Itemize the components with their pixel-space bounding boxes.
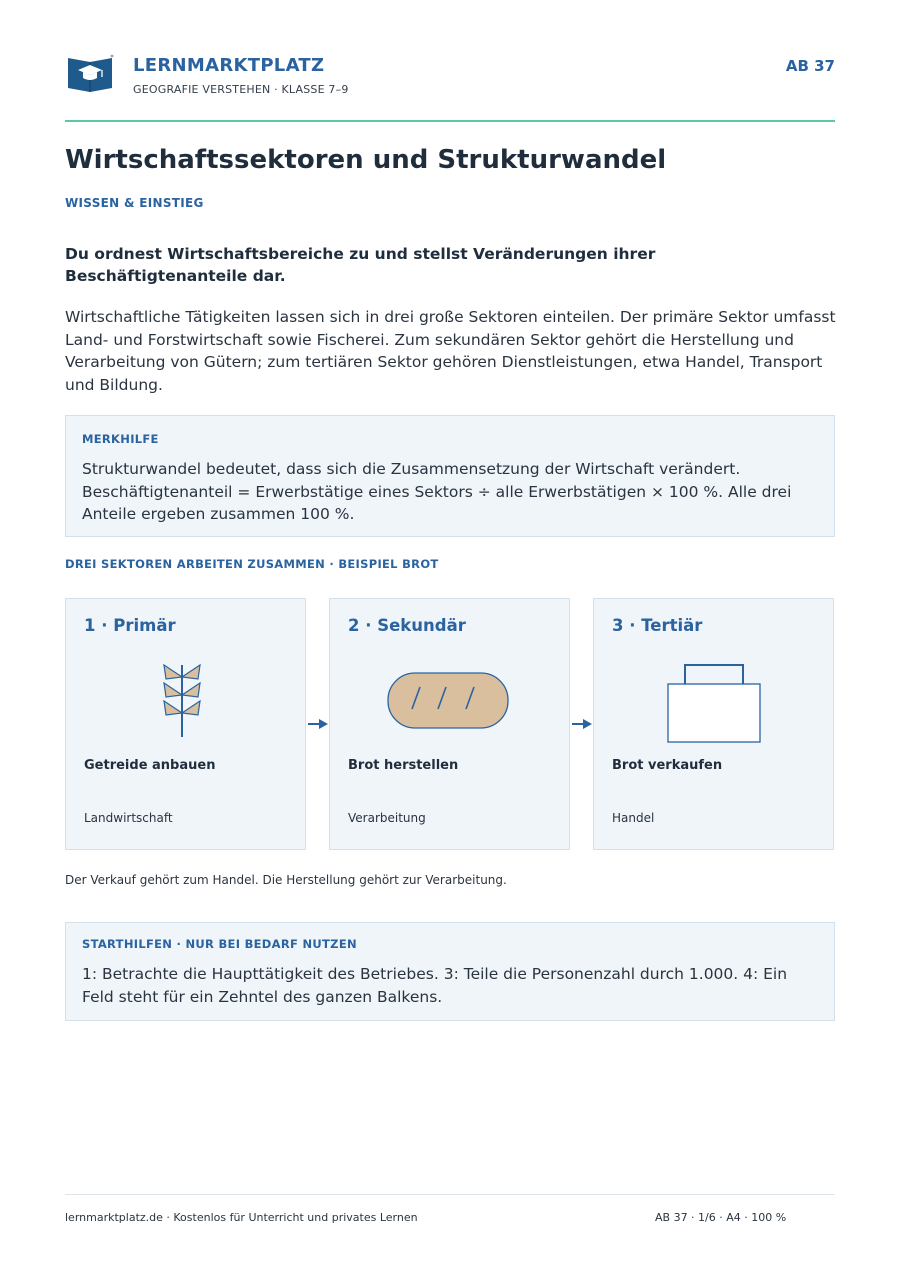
merkhilfe-box	[65, 415, 835, 537]
merkhilfe-label: MERKHILFE	[82, 432, 159, 446]
starthilfen-label: STARTHILFEN · NUR BEI BEDARF NUTZEN	[82, 937, 357, 951]
diagram-caption: Der Verkauf gehört zum Handel. Die Herstellung gehört zur Verarbeitung.	[65, 873, 507, 887]
card-action: Brot herstellen	[348, 758, 459, 773]
brand-name[interactable]: LERNMARKTPLATZ	[133, 55, 325, 76]
arrow-right-icon	[307, 716, 329, 732]
card-sector: Verarbeitung	[348, 811, 426, 825]
page-title: Wirtschaftssektoren und Strukturwandel	[65, 145, 667, 175]
merkhilfe-text: Strukturwandel bedeutet, dass sich die Zusammensetzung der Wirtschaft verändert. Beschäftigtenanteil = Erwerbstätige eines Sektors ÷ alle Erwerbstätigen × 100 %. Alle drei Anteile ergeben zusammen 100 %.	[82, 460, 792, 523]
graduation-cap-book-icon	[65, 52, 115, 94]
card-action: Getreide anbauen	[84, 758, 216, 773]
worksheet-number: AB 37	[785, 57, 835, 75]
shopping-bag-icon	[594, 657, 833, 747]
card-title: 2 · Sekundär	[348, 616, 466, 635]
diagram-title: DREI SEKTOREN ARBEITEN ZUSAMMEN · BEISPIEL BROT	[65, 557, 439, 571]
section-label: WISSEN & EINSTIEG	[65, 196, 204, 210]
sector-card-primary	[65, 598, 306, 850]
footer-site-note[interactable]: lernmarktplatz.de · Kostenlos für Unterricht und privates Lernen	[65, 1211, 418, 1224]
starthilfen-box	[65, 922, 835, 1021]
card-sector: Landwirtschaft	[84, 811, 173, 825]
arrow-right-icon	[571, 716, 593, 732]
footer-page-info: AB 37 · 1/6 · A4 · 100 %	[655, 1211, 787, 1224]
starthilfen-text: 1: Betrachte die Haupttätigkeit des Betriebes. 3: Teile die Personenzahl durch 1.000. 4: Ein Feld steht für ein Zehntel des ganzen Balkens.	[82, 965, 788, 1006]
footer-divider	[65, 1194, 835, 1195]
bread-icon	[330, 657, 569, 747]
card-sector: Handel	[612, 811, 655, 825]
sector-card-secondary	[329, 598, 570, 850]
sector-card-tertiary	[593, 598, 834, 850]
header-divider	[65, 120, 835, 122]
brand-subtitle: GEOGRAFIE VERSTEHEN · KLASSE 7–9	[133, 83, 349, 96]
page-header	[65, 50, 835, 110]
intro-paragraph: Wirtschaftliche Tätigkeiten lassen sich in drei große Sektoren einteilen. Der primäre Sektor umfasst Land- und Forstwirtschaft sowie Fischerei. Zum sekundären Sektor gehört die Herstellung und Verarbeitung von Gütern; zum tertiären Sektor gehören Dienstleistungen, etwa Handel, Transport und Bildung.	[65, 308, 836, 394]
card-title: 3 · Tertiär	[612, 616, 703, 635]
card-action: Brot verkaufen	[612, 758, 723, 773]
card-title: 1 · Primär	[84, 616, 176, 635]
wheat-icon	[66, 657, 305, 747]
learning-goal: Du ordnest Wirtschaftsbereiche zu und stellst Veränderungen ihrer Beschäftigtenanteile dar.	[65, 245, 656, 285]
